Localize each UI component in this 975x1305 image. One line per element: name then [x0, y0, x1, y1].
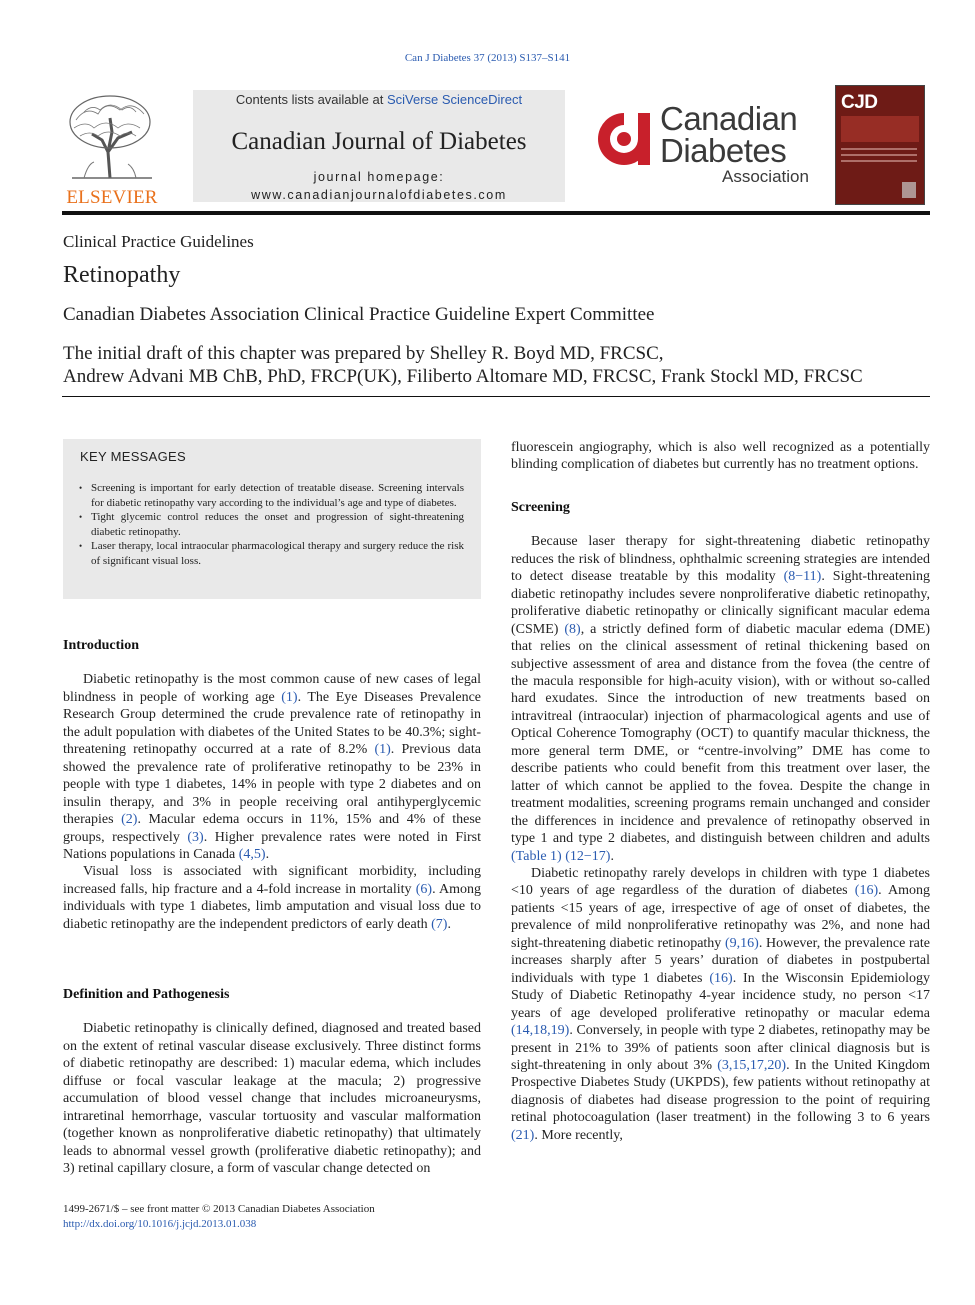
homepage-url[interactable]: www.canadianjournalofdiabetes.com [251, 188, 507, 202]
cda-logo [594, 100, 824, 193]
key-messages-box [63, 439, 481, 599]
cover-title: CJD [841, 92, 878, 113]
text-run: . Macular edema occurs in 11%, 15% and 4% of these groups, respectively [63, 812, 482, 845]
reference-link[interactable]: (16) [854, 883, 879, 899]
reference-link[interactable]: (2) [121, 812, 138, 828]
reference-link[interactable]: (21) [511, 1127, 535, 1143]
key-messages-title: KEY MESSAGES [80, 449, 186, 464]
cover-stripe [841, 116, 919, 142]
reference-link[interactable]: (8) [564, 621, 581, 637]
cover-line [841, 148, 917, 150]
screening-heading: Screening [511, 499, 570, 515]
cover-badge [902, 182, 916, 198]
text-run: . The Eye Diseases Prevalence Research Group determined the crude prevalence rate of retinopathy in the adult population with diabetes of the United States to be 40.3%; sight-threatening retinopathy occurred at a rate of 8.2% [63, 689, 481, 758]
text-run: . In the United Kingdom Prospective Diabetes Study (UKPDS), few patients without retinopathy at diagnosis of diabetes had disease progression to the point of requiring retinal photocoagulation (laser treatment) in the following 3 to 6 years [511, 1057, 930, 1126]
cda-mark-icon [594, 109, 654, 169]
text-run: . Conversely, in people with type 2 diabetes, retinopathy may be present in 21% to 39% of patients soon after clinical diagnosis but is sight-threatening in only about 3% [511, 1023, 930, 1073]
header-rule [62, 211, 930, 215]
reference-link[interactable]: (16) [709, 970, 733, 986]
introduction-section [63, 637, 481, 933]
text-run: . [447, 916, 451, 932]
cda-wordmark [660, 100, 809, 187]
definition-paragraph: Diabetic retinopathy is clinically defined, diagnosed and treated based on the extent of retinal vascular disease exclusively. Three distinct forms of diabetic retinopathy are described: 1) macular edema, which includes diffuse or focal vascular leakage at the macula; 2) progressive accumulation of blood vessel change that includes microaneurysms, intraretinal hemorrhage, vascular tortuosity and vascular malformation (together known as nonproliferative diabetic retinopathy) that ultimately leads to abnormal vessel growth (proliferative diabetic retinopathy); and 3) retinal capillary closure, a form of vascular change detected on [63, 1021, 481, 1177]
right-column [511, 439, 930, 1144]
title-rule [62, 396, 930, 397]
article-title: Retinopathy [63, 262, 181, 288]
text-run: Because laser therapy for sight-threatening diabetic retinopathy reduces the risk of blindness, ophthalmic screening strategies are intended to detect disease treatable by this modality [511, 534, 930, 585]
screening-paragraph [511, 865, 930, 1144]
reference-link[interactable]: (1) [281, 689, 298, 705]
reference-link[interactable]: (7) [431, 916, 448, 932]
citation-line[interactable]: Can J Diabetes 37 (2013) S137–S141 [404, 52, 571, 64]
text-run: . Among patients <15 years of age, irrespective of age of onset of diabetes, the prevalence of mild nonproliferative retinopathy was 2%, and none had sight-threatening diabetic retinopathy [511, 883, 930, 951]
section-label: Clinical Practice Guidelines [63, 232, 254, 251]
issn-line: 1499-2671/$ – see front matter © 2013 Canadian Diabetes Association [63, 1203, 375, 1215]
contents-availability [193, 92, 565, 107]
table-link[interactable]: (Table 1) [511, 848, 562, 864]
key-message-text: Screening is important for early detection of treatable disease. Screening intervals for diabetic retinopathy vary according to the individual’s age and type of diabetes. [91, 482, 464, 509]
reference-link[interactable]: (1) [374, 742, 391, 758]
homepage-label: journal homepage: [313, 170, 445, 184]
cover-line [841, 160, 917, 162]
elsevier-wordmark: ELSEVIER [66, 187, 158, 208]
text-run: . However, the prevalence rate increases sharply after 5 years’ duration of diabetes in postpubertal individuals with type 1 diabetes [511, 935, 930, 986]
key-message-text: Tight glycemic control reduces the onset and progression of sight-threatening diabetic retinopathy. [91, 511, 464, 538]
text-run: . [610, 848, 614, 864]
key-message-item [77, 510, 464, 539]
reference-link[interactable]: (6) [415, 881, 433, 897]
cda-word-association: Association [722, 167, 809, 186]
introduction-paragraph [63, 863, 481, 933]
key-message-item [77, 539, 464, 568]
reference-link[interactable]: (9,16) [724, 935, 759, 951]
text-run: . Previous data showed the prevalence rate of proliferative retinopathy to be 23% in people with type 1 diabetes, 14% in people with type 2 diabetes and on insulin therapy, and 3% in people receiving oral antihyperglycemic therapies [63, 742, 481, 828]
bullet-icon: • [79, 541, 83, 551]
authors-block [63, 342, 863, 388]
authors-line: Andrew Advani MB ChB, PhD, FRCP(UK), Filiberto Altomare MD, FRCSC, Frank Stockl MD, FRCSC [63, 366, 863, 387]
bullet-icon: • [79, 512, 83, 522]
screening-paragraph [511, 533, 930, 865]
reference-link[interactable]: (14,18,19) [511, 1023, 570, 1039]
text-run: . More recently, [534, 1127, 623, 1143]
text-run: Visual loss is associated with significant morbidity, including increased falls, hip fracture and a 4-fold increase in mortality [63, 864, 481, 897]
text-run: . In the Wisconsin Epidemiology Study of Diabetic Retinopathy 4-year incidence study, no person <17 years of age developed proliferative retinopathy or macular edema [511, 970, 930, 1021]
continued-paragraph: fluorescein angiography, which is also well recognized as a potentially blinding complication of diabetes but currently has no treatment options. [511, 440, 930, 473]
reference-link[interactable]: (3,15,17,20) [717, 1057, 787, 1073]
committee-line: Canadian Diabetes Association Clinical Practice Guideline Expert Committee [63, 304, 655, 325]
journal-cover-thumbnail[interactable] [835, 85, 925, 205]
definition-heading: Definition and Pathogenesis [63, 987, 230, 1002]
text-run: Diabetic retinopathy rarely develops in children with type 1 diabetes <10 years of age regardless of the duration of diabetes [511, 865, 930, 899]
text-run: . Higher prevalence rates were noted in First Nations populations in Canada [63, 829, 481, 862]
introduction-paragraph [63, 671, 481, 863]
doi-link[interactable]: http://dx.doi.org/10.1016/j.jcjd.2013.01.038 [63, 1218, 257, 1230]
journal-info-box [193, 90, 565, 202]
cda-word-canadian: Canadian [660, 100, 798, 137]
reference-link[interactable]: (8−11) [783, 569, 822, 585]
sciencedirect-link[interactable]: SciVerse ScienceDirect [386, 92, 523, 107]
key-messages-list [77, 481, 464, 568]
definition-section [63, 986, 481, 1178]
key-message-text: Laser therapy, local intraocular pharmacological therapy and surgery reduce the risk of significant visual loss. [91, 540, 464, 567]
reference-link[interactable]: (12−17) [565, 848, 611, 864]
journal-homepage [193, 168, 565, 204]
cover-line [841, 154, 917, 156]
text-run: . Sight-threatening diabetic retinopathy includes severe nonproliferative diabetic retinopathy, proliferative diabetic retinopathy or clinically significant macular edema (CSME) [511, 569, 930, 637]
reference-link[interactable]: (4,5) [238, 846, 266, 862]
page-footer [63, 1202, 375, 1232]
cda-word-diabetes: Diabetes [660, 132, 787, 169]
text-run: . [265, 846, 270, 862]
elsevier-logo [62, 92, 162, 208]
text-run: . Among individuals with type 1 diabetes, limb amputation and visual loss due to diabetic retinopathy are the independent predictors of early death [63, 881, 482, 932]
journal-title: Canadian Journal of Diabetes [231, 128, 527, 155]
authors-line: The initial draft of this chapter was prepared by Shelley R. Boyd MD, FRCSC, [63, 343, 664, 364]
bullet-icon: • [79, 483, 83, 493]
key-message-item [77, 481, 464, 510]
introduction-heading: Introduction [63, 638, 139, 653]
contents-prefix: Contents lists available at [235, 92, 387, 107]
elsevier-tree-icon [62, 92, 162, 180]
reference-link[interactable]: (3) [187, 829, 204, 845]
text-run: Diabetic retinopathy is the most common cause of new cases of legal blindness in people of working age [63, 672, 481, 705]
text-run: , a strictly defined form of diabetic macular edema (DME) that relies on the clinical assessment of retinal thickening based on subjective assessment of area and distance from the fovea (the centre of the macula responsible for high-acuity vision), with or without so-called hard exudates. Since the introduction of new treatments based on intravitreal (intraocular) injection of pharmacological agents and use of Optical Coherence Tomography (OCT) to quantify macular thickness, the more general term DME, or “centre-involving” DME has come to describe patients who could benefit from this treatment over laser, the latter of which cannot be applied to the fovea. Despite the change in treatment modalities, screening programs remain unchanged and consider the differences in incidence and prevalence of retinopathy observed in type 1 and type 2 diabetes, and distinguish between children and adults [511, 621, 930, 847]
